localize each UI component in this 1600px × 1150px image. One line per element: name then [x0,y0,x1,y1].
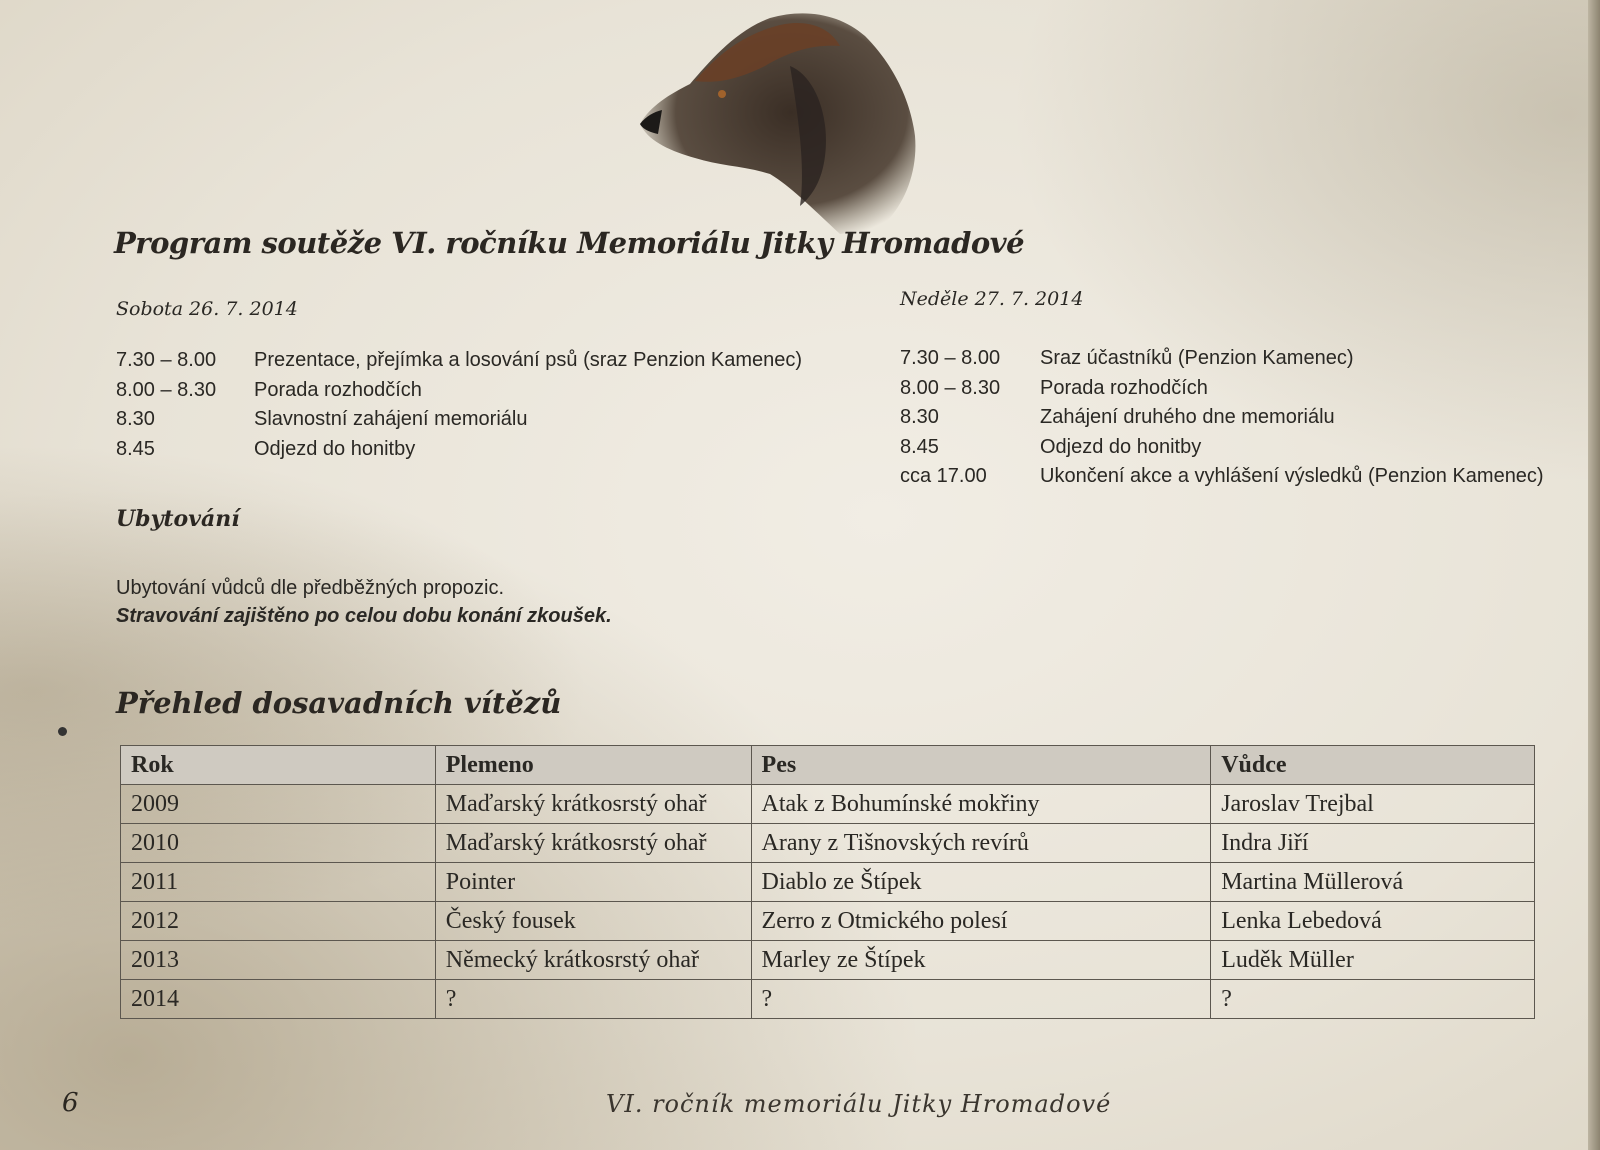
catering-note: Stravování zajištěno po celou dobu konání zkoušek. [116,605,612,627]
page-edge-shadow [1588,0,1600,1150]
cell-handler: Lenka Lebedová [1211,902,1535,941]
cell-dog: ? [751,980,1211,1019]
accommodation-text [116,574,612,630]
table-header-row [121,746,1535,785]
cell-year: 2010 [121,824,436,863]
table-row [121,902,1535,941]
schedule-text: Porada rozhodčích [1040,376,1208,399]
schedule-row [900,433,1544,463]
column-header-year: Rok [121,746,436,785]
cell-year: 2011 [121,863,436,902]
schedule-text: Slavnostní zahájení memoriálu [254,408,528,430]
column-header-breed: Plemeno [435,746,751,785]
page-title: Program soutěže VI. ročníku Memoriálu Jitky Hromadové [114,226,1025,260]
winners-table [120,745,1535,1019]
cell-handler: Jaroslav Trejbal [1211,785,1535,824]
cell-year: 2013 [121,941,436,980]
schedule-text: Prezentace, přejímka a losování psů (sraz Penzion Kamenec) [254,349,803,371]
cell-breed: Pointer [435,863,751,902]
dog-head-illustration [640,6,940,236]
cell-dog: Atak z Bohumínské mokřiny [751,785,1211,824]
schedule-time: 8.45 [900,435,939,458]
table-row [121,785,1535,824]
cell-handler: Indra Jiří [1211,824,1535,863]
cell-breed: Maďarský krátkosrstý ohař [435,785,751,824]
cell-year: 2014 [121,980,436,1019]
schedule-row [900,403,1544,433]
schedule-row [116,435,802,465]
column-header-handler: Vůdce [1211,746,1535,785]
column-header-dog: Pes [751,746,1211,785]
accommodation-heading: Ubytování [116,506,240,532]
schedule-time: 8.45 [116,437,155,460]
schedule-row [116,405,802,435]
bullet-mark [58,727,67,736]
cell-year: 2012 [121,902,436,941]
schedule-time: 7.30 – 8.00 [900,347,1001,369]
saturday-heading: Sobota 26. 7. 2014 [116,298,298,320]
schedule-row [900,344,1544,374]
cell-dog: Zerro z Otmického polesí [751,902,1211,941]
sunday-schedule [900,344,1544,492]
table-row [121,941,1535,980]
schedule-text: Sraz účastníků (Penzion Kamenec) [1040,347,1354,369]
winners-heading: Přehled dosavadních vítězů [116,686,562,720]
cell-breed: Český fousek [435,902,751,941]
table-row [121,863,1535,902]
cell-year: 2009 [121,785,436,824]
table-row [121,980,1535,1019]
schedule-row [116,376,802,406]
schedule-row [116,346,802,376]
cell-handler: Martina Müllerová [1211,863,1535,902]
schedule-text: Ukončení akce a vyhlášení výsledků (Penzion Kamenec) [1040,465,1544,487]
schedule-time: cca 17.00 [900,465,987,487]
schedule-text: Zahájení druhého dne memoriálu [1040,406,1335,428]
schedule-row [900,462,1544,492]
cell-handler: Luděk Müller [1211,941,1535,980]
schedule-time: 7.30 – 8.00 [116,349,217,371]
schedule-time: 8.00 – 8.30 [116,378,217,401]
cell-dog: Arany z Tišnovských revírů [751,824,1211,863]
saturday-schedule [116,346,802,464]
schedule-time: 8.00 – 8.30 [900,376,1001,399]
schedule-text: Porada rozhodčích [254,378,422,401]
cell-breed: Německý krátkosrstý ohař [435,941,751,980]
schedule-row [900,374,1544,404]
sunday-heading: Neděle 27. 7. 2014 [900,288,1084,310]
cell-breed: ? [435,980,751,1019]
cell-dog: Diablo ze Štípek [751,863,1211,902]
schedule-time: 8.30 [116,408,155,430]
cell-handler: ? [1211,980,1535,1019]
schedule-text: Odjezd do honitby [254,437,416,460]
schedule-text: Odjezd do honitby [1040,435,1202,458]
page-number: 6 [62,1088,79,1118]
footer-text: VI. ročník memoriálu Jitky Hromadové [606,1090,1112,1118]
table-row [121,824,1535,863]
accommodation-line: Ubytování vůdců dle předběžných propozic. [116,577,505,599]
cell-dog: Marley ze Štípek [751,941,1211,980]
schedule-time: 8.30 [900,406,939,428]
cell-breed: Maďarský krátkosrstý ohař [435,824,751,863]
